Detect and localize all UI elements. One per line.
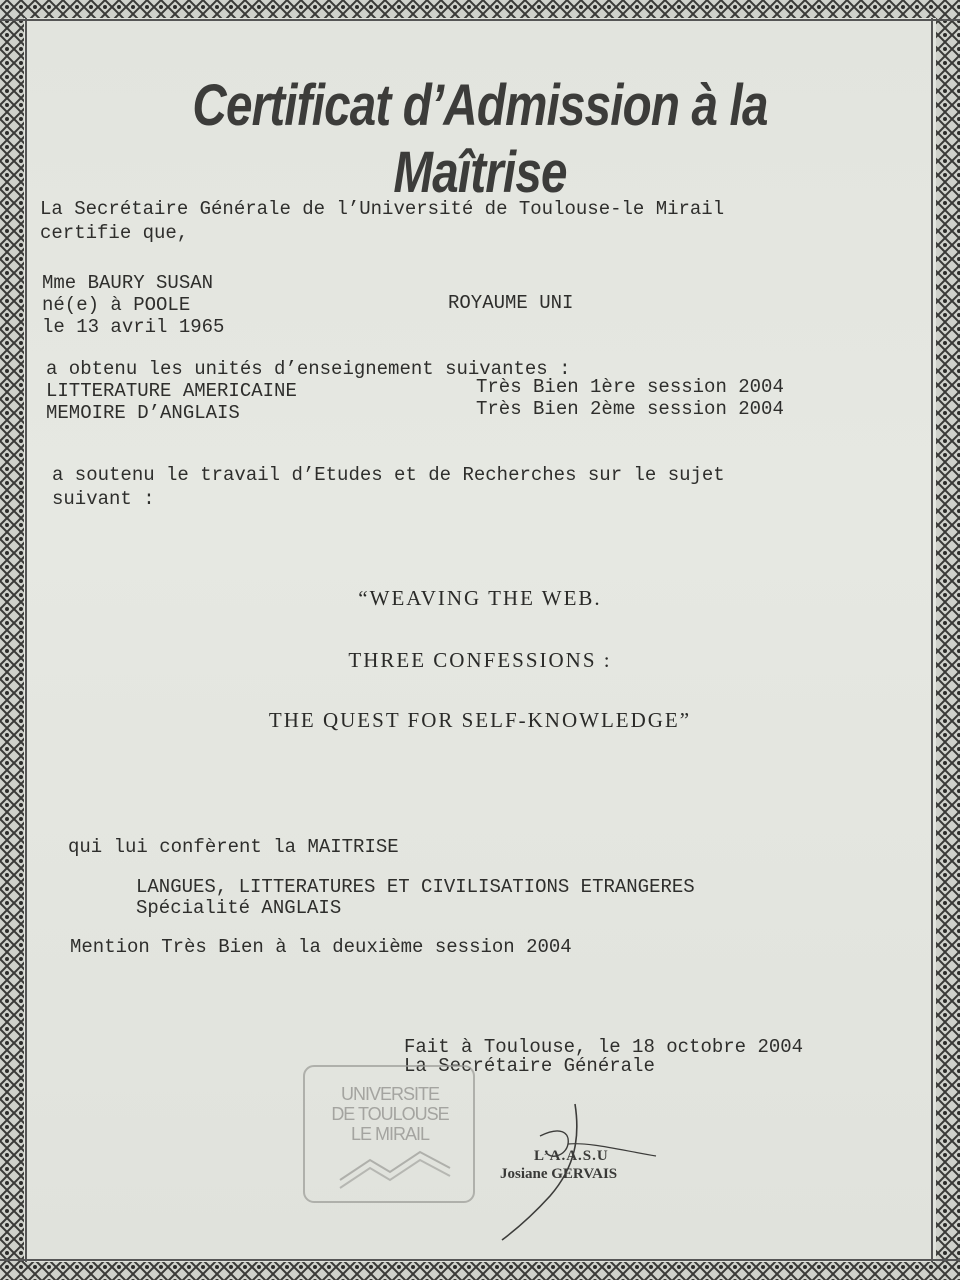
university-stamp (300, 1060, 480, 1210)
unit-name-2: MEMOIRE D’ANGLAIS (46, 402, 240, 424)
signatory-abbrev: L’A.A.S.U (534, 1148, 609, 1164)
person-country: ROYAUME UNI (448, 292, 574, 314)
certificate-title: Certificat d’Admission à la Maîtrise (192, 73, 768, 205)
intro-line-2: certifie que, (40, 222, 189, 244)
units-heading: a obtenu les unités d’enseignement suivantes : (46, 358, 571, 380)
unit-result-2: Très Bien 2ème session 2004 (476, 398, 784, 420)
research-line-1: a soutenu le travail d’Etudes et de Recherches sur le sujet (52, 464, 725, 486)
stamp-line-2: DE TOULOUSE (331, 1104, 449, 1124)
thesis-title-line-2: THREE CONFESSIONS : (348, 648, 612, 672)
thesis-title-line-1: “WEAVING THE WEB. (358, 586, 602, 610)
degree-specialty: Spécialité ANGLAIS (136, 897, 342, 919)
signatory-role: La Secrétaire Générale (404, 1055, 655, 1077)
thesis-title-line-3: THE QUEST FOR SELF-KNOWLEDGE” (268, 708, 692, 732)
place-date: Fait à Toulouse, le 18 octobre 2004 (404, 1036, 804, 1058)
stamp-line-3: LE MIRAIL (350, 1124, 430, 1144)
signatory-name: Josiane GERVAIS (500, 1166, 618, 1182)
person-birthdate: le 13 avril 1965 (42, 316, 225, 338)
intro-line-1: La Secrétaire Générale de l’Université de Toulouse-le Mirail (40, 198, 725, 220)
research-line-2: suivant : (52, 488, 155, 510)
unit-name-1: LITTERATURE AMERICAINE (46, 380, 297, 402)
degree-field: LANGUES, LITTERATURES ET CIVILISATIONS ETRANGERES (136, 876, 695, 898)
degree-mention: Mention Très Bien à la deuxième session 2004 (70, 936, 572, 958)
unit-result-1: Très Bien 1ère session 2004 (476, 376, 784, 398)
person-name: Mme BAURY SUSAN (42, 272, 214, 294)
stamp-line-1: UNIVERSITE (340, 1084, 440, 1104)
degree-intro: qui lui confèrent la MAITRISE (68, 836, 399, 858)
person-birthplace: né(e) à POOLE (42, 294, 191, 316)
